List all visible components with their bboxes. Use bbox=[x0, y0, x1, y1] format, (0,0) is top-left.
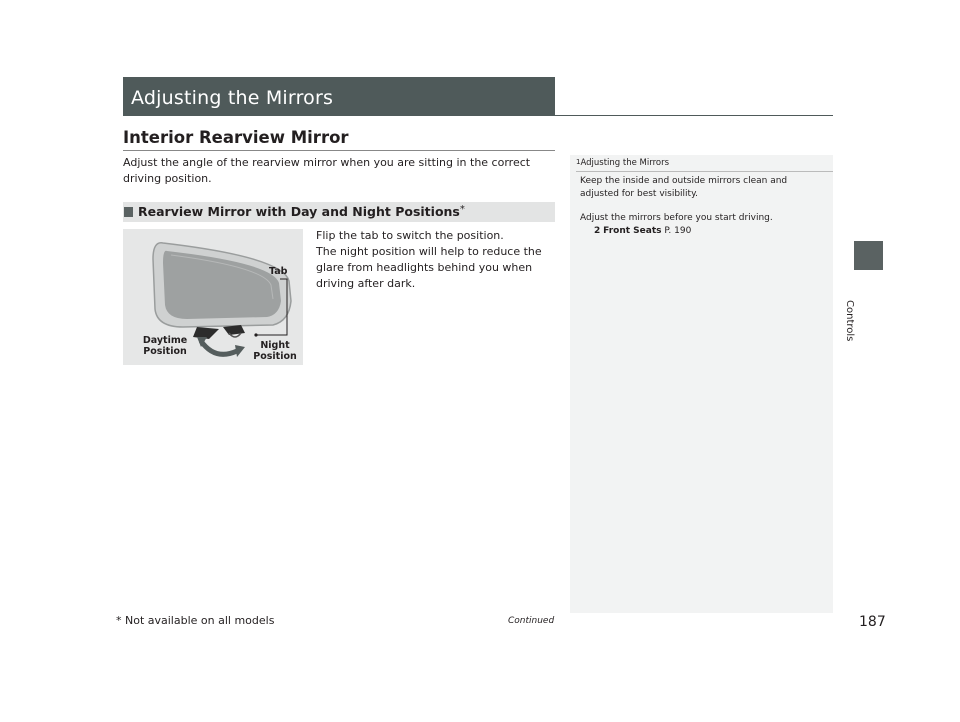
page-number: 187 bbox=[859, 614, 886, 630]
body-line-1: Flip the tab to switch the position. bbox=[316, 229, 504, 242]
subsection-heading bbox=[138, 204, 465, 219]
footnote-asterisk: * bbox=[459, 204, 465, 215]
tab-label: Tab bbox=[269, 266, 288, 277]
subsection-heading-text: Rearview Mirror with Day and Night Positions bbox=[138, 204, 460, 219]
page-title-bar bbox=[123, 77, 555, 116]
body-line-2: The night position will help to reduce the glare from headlights behind you when driving after dark. bbox=[316, 245, 542, 290]
subsection-bar bbox=[123, 202, 555, 222]
footnote: * Not available on all models bbox=[116, 614, 275, 627]
mirror-illustration bbox=[123, 229, 303, 365]
section-divider bbox=[123, 150, 555, 151]
sidenote-heading bbox=[576, 158, 669, 168]
xref-page: P. 190 bbox=[664, 226, 692, 236]
section-heading: Interior Rearview Mirror bbox=[123, 128, 349, 147]
sidenote-divider bbox=[576, 171, 833, 172]
reference-arrow-icon: 2 bbox=[594, 226, 601, 236]
page-title: Adjusting the Mirrors bbox=[131, 87, 334, 109]
continued-label: Continued bbox=[508, 616, 555, 626]
chapter-tab-label: Controls bbox=[844, 300, 855, 342]
daytime-position-label: Daytime Position bbox=[142, 335, 188, 357]
sidenote-body bbox=[580, 175, 825, 238]
xref-label: Front Seats bbox=[603, 226, 662, 236]
square-bullet-icon bbox=[124, 207, 133, 217]
sidenote-panel bbox=[570, 155, 833, 613]
sidenote-paragraph-2: Adjust the mirrors before you start driving. bbox=[580, 213, 773, 223]
chapter-tab-marker bbox=[854, 241, 883, 270]
sidenote-number: 1 bbox=[576, 158, 581, 166]
night-position-label: Night Position bbox=[253, 340, 297, 362]
body-text bbox=[316, 228, 556, 292]
sidenote-paragraph-1: Keep the inside and outside mirrors clean and adjusted for best visibility. bbox=[580, 176, 788, 199]
title-divider bbox=[123, 115, 833, 116]
intro-paragraph: Adjust the angle of the rearview mirror when you are sitting in the correct driving position. bbox=[123, 156, 531, 185]
cross-reference-link[interactable] bbox=[580, 225, 825, 238]
sidenote-heading-text: Adjusting the Mirrors bbox=[580, 158, 670, 168]
